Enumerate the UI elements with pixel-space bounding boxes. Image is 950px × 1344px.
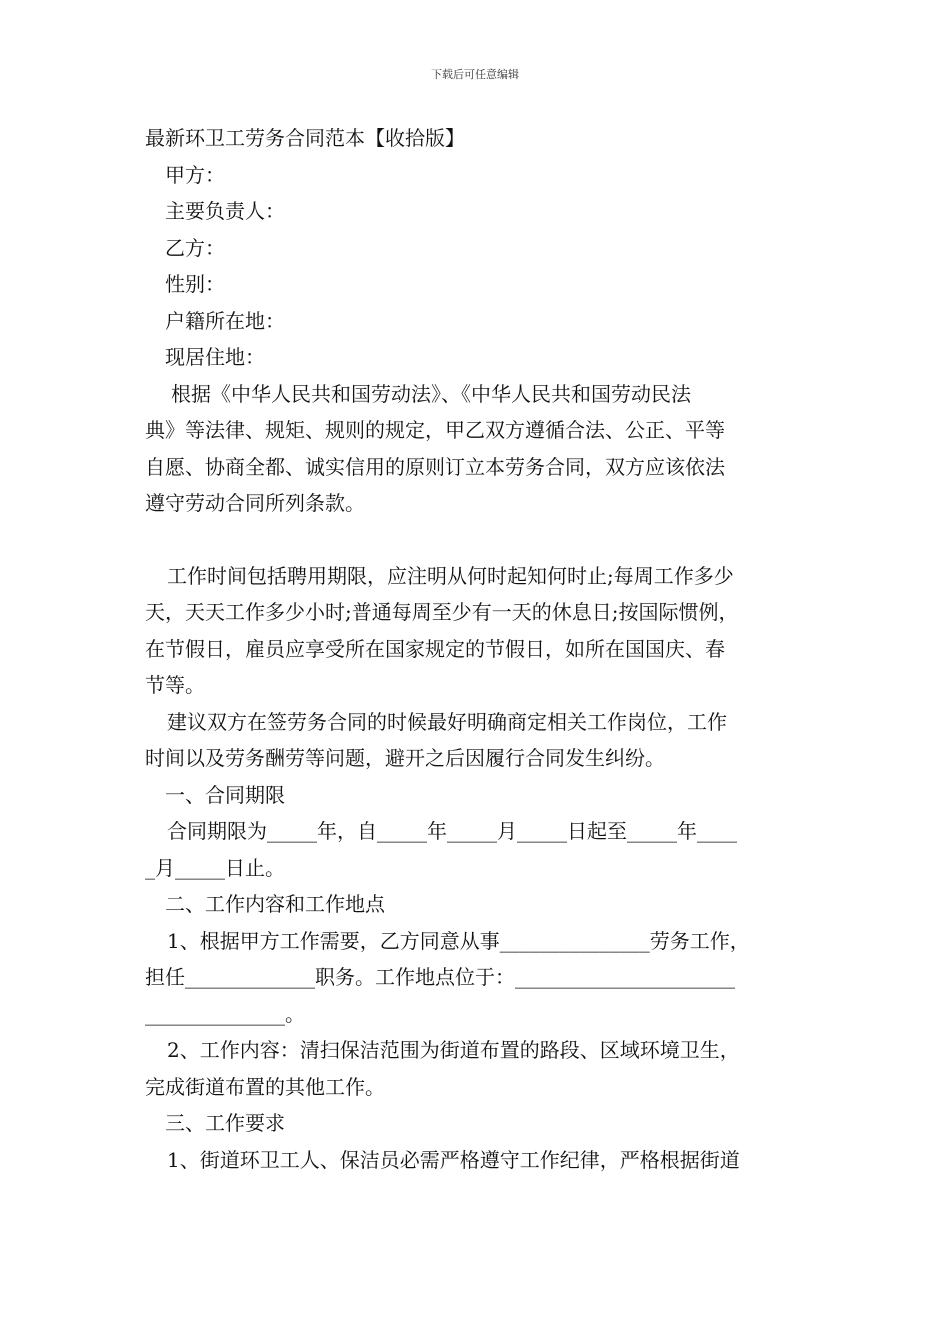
paragraph-line: _月_____日止。	[145, 855, 285, 880]
paragraph-line: 1、街道环卫工人、保洁员必需严格遵守工作纪律，严格根据街道	[167, 1147, 740, 1172]
field-residence: 现居住地：	[165, 345, 265, 369]
paragraph-line: 1、根据甲方工作需要，乙方同意从事_______________劳务工作，	[167, 928, 750, 953]
field-principal: 主要负责人：	[165, 199, 285, 223]
advice-paragraph	[145, 704, 810, 777]
paragraph-line: 自愿、协商全都、诚实信用的原则订立本劳务合同，双方应该依法	[145, 454, 725, 479]
document-body	[145, 120, 810, 1178]
paragraph-line: 时间以及劳务酬劳等问题，避开之后因履行合同发生纠纷。	[145, 746, 665, 770]
requirements-item-1	[145, 1142, 810, 1179]
work-content-item-1	[145, 923, 810, 1033]
paragraph-line: 建议双方在签劳务合同的时候最好明确商定相关工作岗位，工作	[167, 709, 727, 734]
paragraph-spacer	[145, 522, 810, 558]
paragraph-line: 天，天天工作多少小时;普通每周至少有一天的休息日;按国际惯例，	[145, 600, 739, 624]
paragraph-line: 2、工作内容：清扫保洁范围为街道布置的路段、区域环境卫生，	[167, 1038, 740, 1062]
paragraph-line: 根据《中华人民共和国劳动法》、《中华人民共和国劳动民法	[171, 381, 691, 406]
field-party-b: 乙方：	[165, 235, 225, 260]
paragraph-line: 典》等法律、规矩、规则的规定，甲乙双方遵循合法、公正、平等	[145, 418, 725, 442]
field-gender: 性别：	[165, 272, 225, 296]
field-party-a: 甲方：	[165, 162, 225, 187]
paragraph-line: 节等。	[145, 673, 205, 697]
section-heading-term: 一、合同期限	[165, 782, 285, 807]
paragraph-line: ______________。	[145, 1001, 305, 1026]
section-heading-requirements: 三、工作要求	[165, 1111, 285, 1135]
paragraph-line: 工作时间包括聘用期限，应注明从何时起知何时止;每周工作多少	[167, 563, 734, 588]
work-content-item-2	[145, 1032, 810, 1105]
paragraph-line: 在节假日，雇员应享受所在国家规定的节假日，如所在国国庆、春	[145, 636, 725, 661]
paragraph-line: 担任_____________职务。工作地点位于：______________________	[145, 965, 735, 989]
header-note: 下载后可任意编辑	[431, 68, 519, 81]
intro-paragraph	[145, 376, 810, 522]
worktime-paragraph	[145, 558, 810, 704]
paragraph-line: 合同期限为_____年，自_____年_____月_____日起至_____年____	[167, 819, 737, 843]
document-title: 最新环卫工劳务合同范本【收拾版】	[145, 126, 465, 150]
paragraph-line: 完成街道布置的其他工作。	[145, 1074, 385, 1099]
field-hukou: 户籍所在地：	[165, 308, 285, 333]
section-heading-work-content: 二、工作内容和工作地点	[165, 892, 385, 916]
contract-term-paragraph	[145, 813, 810, 886]
paragraph-line: 遵守劳动合同所列条款。	[145, 491, 365, 515]
